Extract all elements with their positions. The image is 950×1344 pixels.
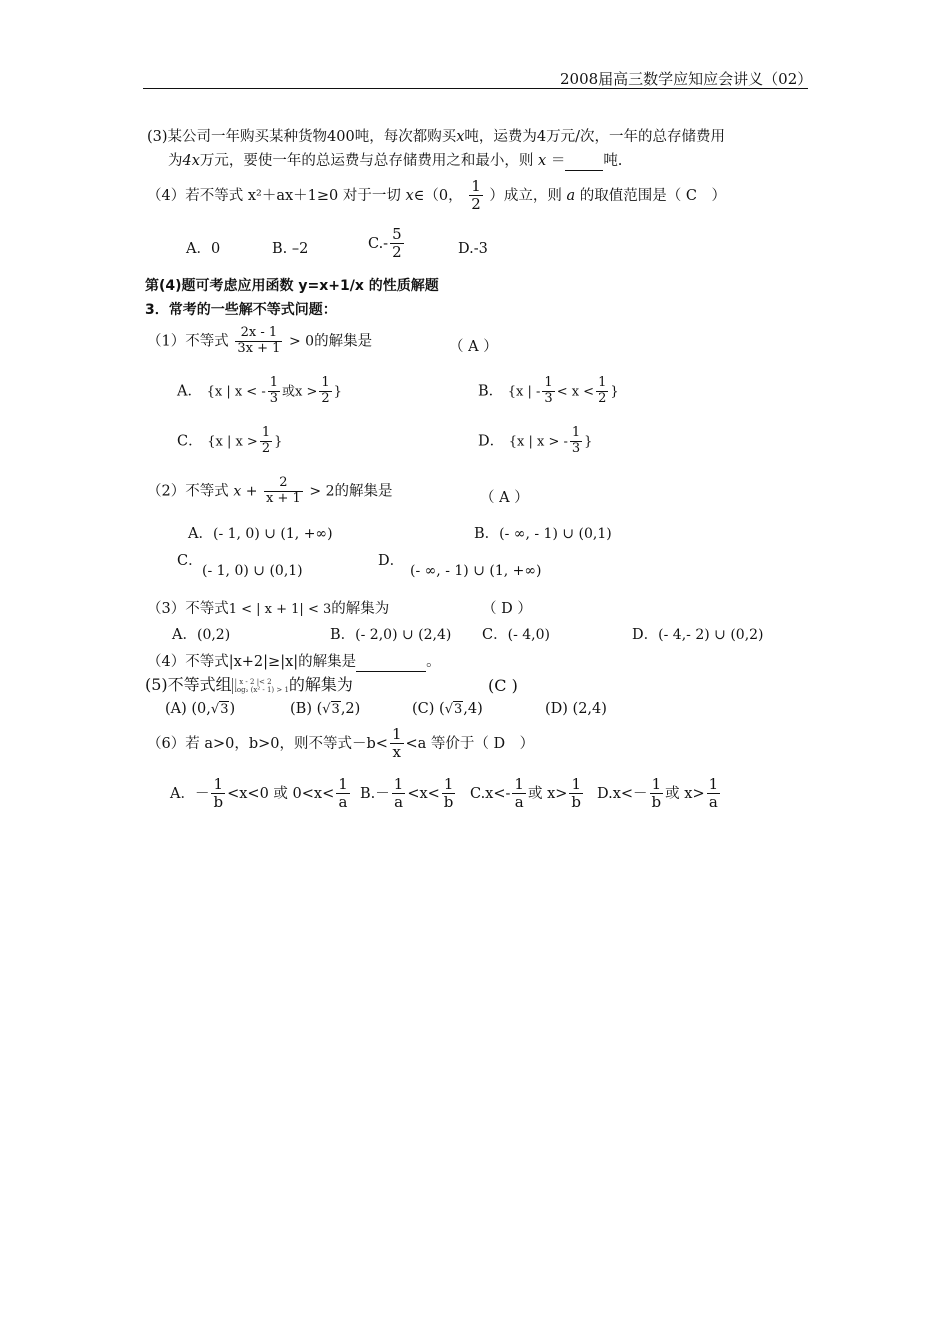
p5-prefix: (5)不等式组 <box>145 675 232 694</box>
p1-option-b-n2: 1 <box>598 375 607 390</box>
p1-option-b <box>478 376 619 407</box>
p3-option-a-label: A． <box>172 627 197 643</box>
p1-option-c-n: 1 <box>261 425 271 440</box>
p5-option-a-text: (A) (0, <box>165 701 211 717</box>
p6-fraction <box>390 726 404 762</box>
p1-option-b-t2: } <box>610 384 619 400</box>
p2-num: 2 <box>264 476 303 492</box>
p3-option-c-label: C． <box>482 627 508 643</box>
p6-option-d-n1: 1 <box>650 776 664 794</box>
p1-option-a-label: A． <box>177 383 202 400</box>
p6-option-b-d1: a <box>394 793 404 812</box>
p6-option-a-n2: 1 <box>338 775 348 793</box>
p6-option-d-t0: D.x<－ <box>597 785 648 802</box>
q3-var-x2: x <box>538 153 547 169</box>
p1-prefix: （1）不等式 <box>147 333 229 350</box>
p4-answer-blank[interactable] <box>356 653 426 672</box>
p5-line <box>145 675 353 695</box>
p1-option-b-frac1 <box>542 376 554 407</box>
p1-option-a-d1: 3 <box>269 390 279 406</box>
p3-option-b-label: B． <box>330 627 356 643</box>
p6-option-a-t0: － <box>194 785 210 802</box>
p1-option-b-t0: {x | - <box>507 384 541 400</box>
q4-option-c-num: 5 <box>392 225 402 243</box>
p5-option-b-radicand: 3 <box>331 702 340 717</box>
p2-option-d-value: (- ∞, - 1) ∪ (1, +∞) <box>410 563 542 579</box>
q4-option-c-den: 2 <box>392 243 402 262</box>
q4-option-c-frac <box>390 226 404 262</box>
p2-option-b-value: (- ∞, - 1) ∪ (0,1) <box>499 526 612 542</box>
p1-option-d-t0: {x | x > - <box>508 434 568 450</box>
p3-expr: 1 < | x + 1| < 3 <box>228 602 332 617</box>
p5-option-a-radicand: 3 <box>220 702 229 717</box>
p3-tail: 的解集为 <box>331 601 390 617</box>
q3-text-a: (3)某公司一年购买某种货物400吨，每次都购买 <box>147 129 457 145</box>
p2-option-d-label: D． <box>378 553 405 569</box>
p6-option-d <box>597 776 722 812</box>
p1-option-b-label: B． <box>478 383 504 400</box>
q4-var-a: a <box>566 187 576 204</box>
p6-option-b-n2: 1 <box>442 776 456 794</box>
q3-coef: 4x <box>182 153 200 169</box>
q4-option-b: B. –2 <box>272 241 309 257</box>
p1-option-d-d: 3 <box>571 440 581 456</box>
p3-answer: （ D ） <box>482 601 532 617</box>
p5-system-eq2: log₂ (x² - 1) > 1 <box>234 685 289 694</box>
q4-option-a: A．0 <box>186 241 221 257</box>
q4-text-b: ∈（0， <box>413 187 463 204</box>
p6-option-b-t1: <x< <box>407 785 440 802</box>
p1-num: 2x - 1 <box>235 326 282 342</box>
p1-option-a-frac1 <box>268 376 280 407</box>
p5-option-c-text: (C) ( <box>412 701 445 717</box>
p6-option-b-t0: B.－ <box>360 785 390 802</box>
p1-option-c-label: C． <box>177 433 203 450</box>
p5-system <box>232 678 289 694</box>
hint-note: 第(4)题可考虑应用函数 y=x+1/x 的性质解题 <box>145 278 439 294</box>
p6-tail: <a 等价于（ D ） <box>405 735 535 752</box>
p6-option-a-d2: a <box>338 793 348 812</box>
p5-answer: (C ) <box>488 676 518 695</box>
p3-option-d <box>632 626 764 645</box>
p6-option-c-t0: C.x<- <box>470 785 511 802</box>
p1-option-b-n1: 1 <box>544 375 553 390</box>
p5-option-a <box>165 700 235 718</box>
p2-prefix: （2）不等式 <box>147 483 229 500</box>
p6-option-a-label: A． <box>170 785 195 802</box>
p1-option-a-d2: 2 <box>321 390 330 406</box>
q3-text-d: 万元，要使一年的总运费与总存储费用之和最小，则 <box>199 153 534 169</box>
p1-suffix: > 0 <box>288 333 315 350</box>
q3-line2 <box>168 152 622 171</box>
q4-option-d: D.-3 <box>458 241 488 257</box>
p6-option-b-frac2 <box>442 776 456 812</box>
q4-option-c <box>368 226 406 262</box>
p3-option-b <box>330 626 451 645</box>
p2-option-c-label: C． <box>177 553 203 569</box>
p6-option-b-frac1 <box>392 776 406 812</box>
p1-option-a-t1: 或x > <box>282 384 318 400</box>
p3-option-d-value: (- 4,- 2) ∪ (0,2) <box>658 627 764 643</box>
p6-option-c-t1: 或 x> <box>527 785 568 802</box>
p1-line <box>147 326 372 357</box>
p1-option-a-n2: 1 <box>321 375 330 390</box>
sqrt-icon: √ <box>444 702 453 717</box>
p2-option-a-value: (- 1, 0) ∪ (1, +∞) <box>212 526 333 542</box>
p1-option-a-t2: } <box>333 384 342 400</box>
q4-frac-num: 1 <box>471 177 481 195</box>
p1-option-c-t0: {x | x > <box>207 434 258 450</box>
p6-option-d-d2: a <box>708 793 718 812</box>
p6-option-c-frac1 <box>512 776 526 812</box>
header-rule <box>143 88 808 89</box>
p1-option-d-frac <box>570 426 582 457</box>
p6-option-a-frac1 <box>211 776 225 812</box>
p1-option-b-t1: < x < <box>556 384 595 400</box>
p1-option-b-d2: 2 <box>598 390 607 406</box>
p4-end: 。 <box>426 654 441 670</box>
q3-answer-blank[interactable] <box>565 152 603 171</box>
p6-line <box>147 726 534 762</box>
p6-option-c <box>470 776 585 812</box>
p3-line <box>147 600 389 618</box>
p1-option-a <box>177 376 342 407</box>
p6-option-c-d1: a <box>514 793 524 812</box>
q4-var-x: x <box>405 187 414 204</box>
section-title: 3．常考的一些解不等式问题： <box>145 302 337 318</box>
p3-option-c-value: (- 4,0) <box>507 627 550 643</box>
p4-line <box>147 653 441 672</box>
sqrt-icon: √ <box>210 702 220 717</box>
p1-option-c-t1: } <box>274 434 283 450</box>
p2-option-b-label: B． <box>474 526 500 542</box>
p6-option-d-t1: 或 x> <box>665 785 705 802</box>
p3-option-a-value: (0,2) <box>196 627 231 643</box>
p6-option-d-frac1 <box>650 776 664 812</box>
q4-text-c: ）成立，则 <box>489 187 567 204</box>
p1-answer: （ A ） <box>449 339 498 355</box>
p6-option-a-n1: 1 <box>211 776 225 794</box>
p6-option-a-t1: <x<0 或 0<x< <box>227 785 335 802</box>
p5-option-d: (D) (2,4) <box>545 701 607 717</box>
p6-option-c-frac2 <box>569 776 583 812</box>
page-header: 2008届高三数学应知应会讲义（02） <box>560 70 813 88</box>
p1-option-a-n1: 1 <box>269 375 279 390</box>
p2-option-a <box>188 525 333 544</box>
q3-text-b: 吨，运费为4万元/次，一年的总存储费用 <box>464 129 726 145</box>
p1-option-d-label: D． <box>478 433 505 450</box>
p6-option-d-frac2 <box>707 776 721 812</box>
p6-option-b-d2: b <box>443 793 454 812</box>
p5-option-c-end: ,4) <box>463 701 483 717</box>
p3-prefix: （3）不等式 <box>147 601 229 617</box>
p3-option-c <box>482 626 550 645</box>
p6-option-a-frac2 <box>336 776 350 812</box>
p6-option-a-d1: b <box>213 793 224 812</box>
p2-tail: 的解集是 <box>334 483 393 500</box>
p6-option-b-n1: 1 <box>393 775 404 793</box>
p1-option-d-t1: } <box>584 434 593 450</box>
p1-option-c-frac <box>260 426 272 457</box>
p2-option-b <box>474 525 612 544</box>
p2-option-c-value: (- 1, 0) ∪ (0,1) <box>202 563 303 579</box>
p1-option-d-n: 1 <box>571 425 581 440</box>
q3-text-e: 吨. <box>603 153 623 169</box>
p3-option-b-value: (- 2,0) ∪ (2,4) <box>355 627 452 643</box>
q4-text-d: 的取值范围是（ C ） <box>575 187 726 204</box>
q4-frac-den: 2 <box>471 195 481 214</box>
p6-option-c-n2: 1 <box>569 776 583 794</box>
p6-option-b <box>360 776 457 812</box>
p2-expr-b: > 2 <box>309 483 335 500</box>
p1-option-a-frac2 <box>319 376 331 407</box>
p1-tail: 的解集是 <box>314 333 373 350</box>
q3-text-c: 为 <box>168 153 183 169</box>
p5-system-eq1: | x - 2 |< 2 <box>234 677 272 686</box>
p2-option-a-label: A． <box>188 526 213 542</box>
p6-den: x <box>392 743 401 762</box>
p6-option-c-d2: b <box>571 793 582 812</box>
p2-line <box>147 476 393 507</box>
p2-den: x + 1 <box>266 490 301 506</box>
p3-option-d-label: D． <box>632 627 659 643</box>
p5-option-a-end: ) <box>229 701 236 717</box>
p5-option-c-radicand: 3 <box>453 702 463 717</box>
q3-line1 <box>147 128 725 146</box>
p2-answer: （ A ） <box>480 490 529 506</box>
p1-option-c-d: 2 <box>261 440 271 456</box>
p5-tail: 的解集为 <box>288 675 353 694</box>
q4-fraction <box>469 178 483 214</box>
p1-den: 3x + 1 <box>237 340 281 356</box>
q4-line <box>147 178 726 214</box>
sqrt-icon: √ <box>322 702 331 717</box>
p1-fraction <box>235 326 282 357</box>
p2-fraction <box>264 476 303 507</box>
p3-option-a <box>172 626 230 645</box>
p1-option-b-d1: 3 <box>544 390 553 406</box>
p1-option-b-frac2 <box>596 376 608 407</box>
p5-option-c <box>412 700 483 718</box>
p6-option-d-d1: b <box>651 793 662 812</box>
p4-text: （4）不等式|x+2|≥|x|的解集是 <box>147 654 357 670</box>
p6-num: 1 <box>391 725 402 743</box>
p5-option-b <box>290 700 360 718</box>
p6-prefix: （6）若 a>0，b>0，则不等式－b< <box>147 735 388 752</box>
q4-option-c-prefix: C.- <box>368 235 389 252</box>
p6-option-d-n2: 1 <box>708 775 719 793</box>
q4-text-a: （4）若不等式 x²＋ax＋1≥0 对于一切 <box>147 187 406 204</box>
p5-option-b-text: (B) ( <box>290 701 323 717</box>
q3-eq: ＝ <box>550 153 566 169</box>
p1-option-c <box>177 426 282 457</box>
p6-option-a <box>170 776 352 812</box>
q3-var-x: x <box>456 129 465 145</box>
p1-option-a-t0: {x | x < - <box>206 384 266 400</box>
p5-option-b-end: ,2) <box>340 701 361 717</box>
p1-option-d <box>478 426 592 457</box>
p6-option-c-n1: 1 <box>514 775 524 793</box>
p2-expr-a: x + <box>233 483 258 500</box>
